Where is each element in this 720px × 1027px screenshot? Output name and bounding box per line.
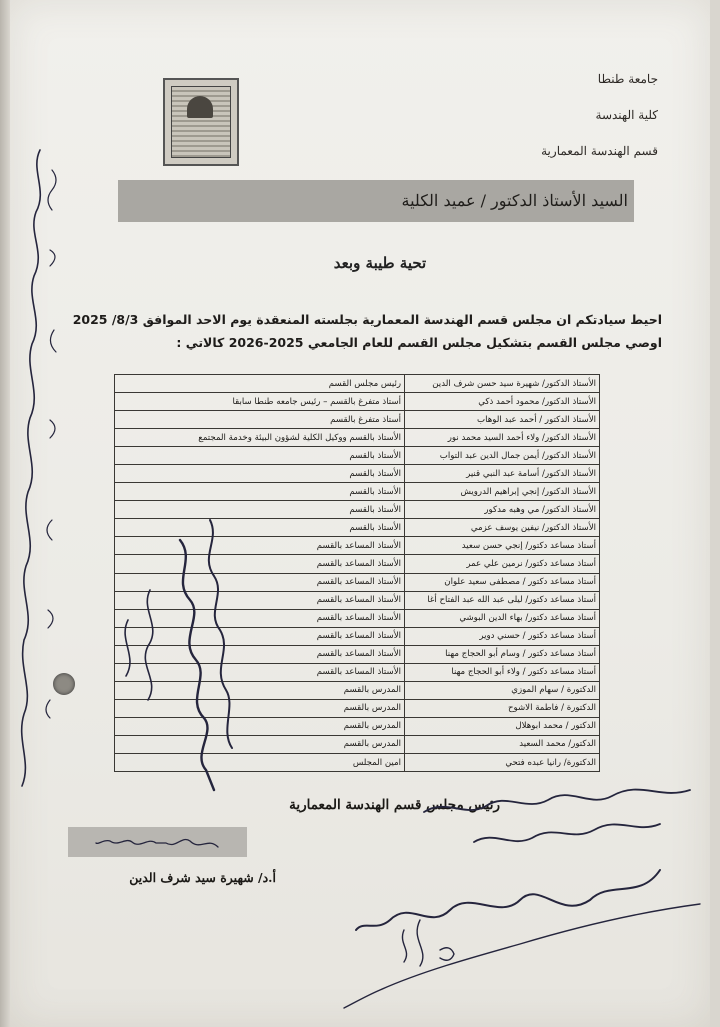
signatory-name: أ.د/ شهيرة سيد شرف الدين [129,870,276,885]
member-name: الأستاذ الدكتور/ إنجي إبراهيم الدرويش [405,483,600,501]
member-role: رئيس مجلس القسم [115,375,405,393]
member-role: المدرس بالقسم [115,681,405,699]
member-role: امين المجلس [115,753,405,771]
member-name: أستاذ مساعد دكتور/ إنجي حسن سعيد [405,537,600,555]
member-role: الأستاذ بالقسم [115,447,405,465]
body-line-2: اوصي مجلس القسم بتشكيل مجلس القسم للعام الجامعي 2025-2026 كالاتي : [176,335,662,350]
member-role: المدرس بالقسم [115,699,405,717]
member-role: الأستاذ المساعد بالقسم [115,645,405,663]
member-role: الأستاذ بالقسم [115,465,405,483]
signature-title: رئيس مجلس قسم الهندسة المعمارية [289,797,500,813]
member-role: الأستاذ المساعد بالقسم [115,591,405,609]
university-name: جامعة طنطا [597,72,658,86]
faculty-name: كلية الهندسة [595,108,658,122]
member-role: الأستاذ بالقسم [115,519,405,537]
addressee-line: السيد الأستاذ الدكتور / عميد الكلية [118,180,634,222]
member-name: الأستاذ الدكتور/ شهيرة سيد حسن شرف الدين [405,375,600,393]
member-role: الأستاذ المساعد بالقسم [115,663,405,681]
body-line-1: احيط سيادتكم ان مجلس قسم الهندسة المعمارية بجلسته المنعقدة يوم الاحد الموافق 8/3/ 2025 [72,312,662,327]
member-name: أستاذ مساعد دكتور/ بهاء الدين البوشي [405,609,600,627]
member-role: أستاذ متفرغ بالقسم [115,411,405,429]
member-name: الدكتورة/ رانيا عبده فتحي [405,753,600,771]
member-name: الأستاذ الدكتور/ مي وهبه مدكور [405,501,600,519]
member-role: الأستاذ المساعد بالقسم [115,555,405,573]
member-name: أستاذ مساعد دكتور / ولاء أبو الحجاج مهنا [405,663,600,681]
member-name: الأستاذ الدكتور/ نيفين يوسف عزمي [405,519,600,537]
member-name: أستاذ مساعد دكتور / مصطفى سعيد علوان [405,573,600,591]
member-name: الدكتورة / سهام الموزي [405,681,600,699]
punch-hole [53,673,75,695]
member-role: الأستاذ بالقسم [115,483,405,501]
member-role: الأستاذ المساعد بالقسم [115,573,405,591]
member-role: الأستاذ المساعد بالقسم [115,537,405,555]
member-name: أستاذ مساعد دكتور/ ليلى عبد الله عبد الفتاح أغا [405,591,600,609]
member-name: الأستاذ الدكتور/ أيمن جمال الدين عبد التواب [405,447,600,465]
member-role: الأستاذ بالقسم [115,501,405,519]
member-name: الأستاذ الدكتور/ ولاء أحمد السيد محمد نور [405,429,600,447]
member-role: المدرس بالقسم [115,735,405,753]
department-name: قسم الهندسة المعمارية [541,144,658,158]
greeting: تحية طيبة وبعد [333,254,427,272]
member-name: الدكتور/ محمد السعيد [405,735,600,753]
member-name: الأستاذ الدكتور / أحمد عبد الوهاب [405,411,600,429]
member-role: الأستاذ المساعد بالقسم [115,627,405,645]
member-name: الدكتور / محمد ابوهلال [405,717,600,735]
member-name: أستاذ مساعد دكتور / حسني دوير [405,627,600,645]
member-name: الأستاذ الدكتور/ أسامة عبد النبي قنير [405,465,600,483]
member-role: الأستاذ بالقسم ووكيل الكلية لشؤون البيئة وخدمة المجتمع [115,429,405,447]
member-role: المدرس بالقسم [115,717,405,735]
member-role: أستاذ متفرغ بالقسم – رئيس جامعه طنطا سابقا [115,393,405,411]
member-name: أستاذ مساعد دكتور / وسام أبو الحجاج مهنا [405,645,600,663]
member-name: أستاذ مساعد دكتور/ نرمين علي عمر [405,555,600,573]
member-name: الأستاذ الدكتور/ محمود أحمد ذكي [405,393,600,411]
member-name: الدكتورة / فاطمة الاشوح [405,699,600,717]
member-role: الأستاذ المساعد بالقسم [115,609,405,627]
